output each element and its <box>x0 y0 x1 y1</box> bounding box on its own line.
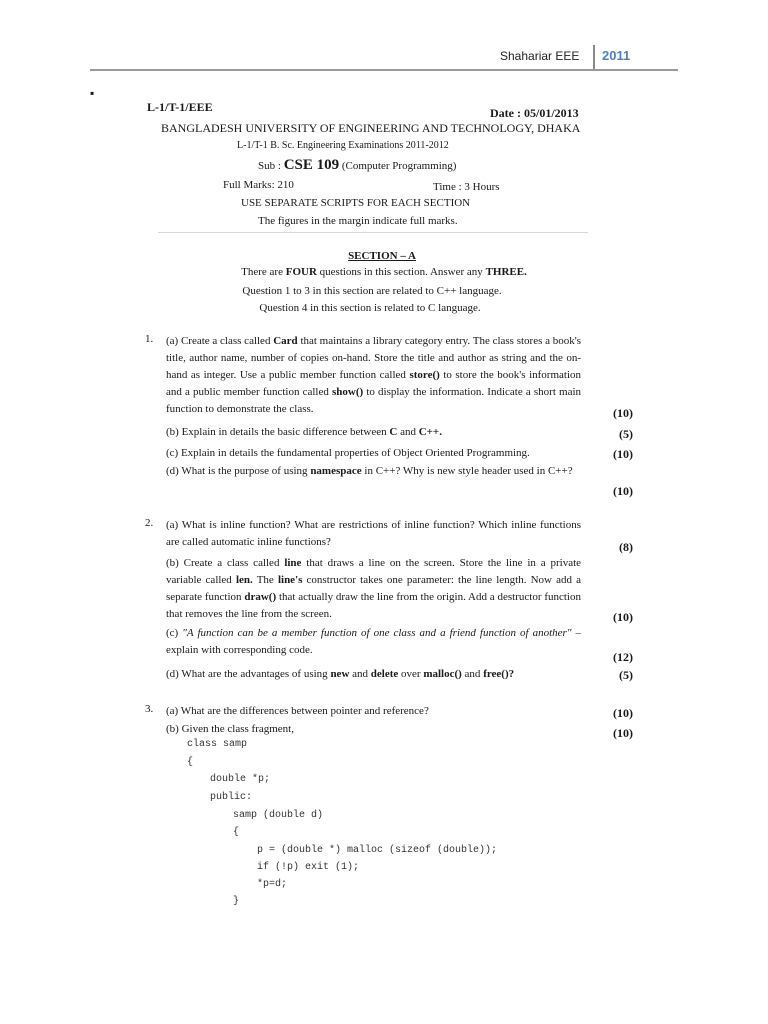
exam-level: L-1/T-1/EEE <box>147 100 213 114</box>
question-1-number: 1. <box>145 333 154 345</box>
heading-divider <box>158 232 588 233</box>
question-3b-marks: (10) <box>613 726 633 740</box>
question-2a: (a) What is inline function? What are restrictions of inline function? Which inline functions are called automatic inline functions? <box>166 519 581 548</box>
code-line: { <box>233 827 240 838</box>
running-header-year: 2011 <box>602 48 631 63</box>
subject-name: (Computer Programming) <box>341 160 457 172</box>
code-line: } <box>233 896 240 907</box>
question-1d-marks: (10) <box>613 484 633 498</box>
question-2d-marks: (5) <box>619 668 633 682</box>
full-marks: Full Marks: 210 <box>223 179 294 191</box>
subject-line <box>258 158 456 173</box>
subject-code: CSE 109 <box>283 157 340 173</box>
code-line: double *p; <box>210 774 271 785</box>
question-1b: (b) Explain in details the basic difference between C and C++. <box>166 426 442 438</box>
section-note-2: Question 4 in this section is related to C language. <box>259 302 481 314</box>
question-3a-marks: (10) <box>613 706 633 720</box>
question-1a-marks: (10) <box>613 406 633 420</box>
section-title: SECTION – A <box>348 250 416 262</box>
question-1a: (a) Create a class called Card that maintains a library category entry. The class stores a book's title, author name, number of copies on-hand. Store the title and author as string and the on-hand as integer. Use a public member function called store() to store the book's information and a public member function called show() to display the information. Indicate a short main function to demonstrate the class. <box>166 335 582 415</box>
scan-speck: ▪ <box>90 86 95 100</box>
code-line: { <box>187 757 194 768</box>
question-3a: (a) What are the differences between pointer and reference? <box>166 705 429 717</box>
question-3b: (b) Given the class fragment, <box>166 723 294 735</box>
question-2c-marks: (12) <box>613 650 633 664</box>
question-2a-marks: (8) <box>619 540 633 554</box>
subject-prefix: Sub : <box>258 160 281 172</box>
header-separator <box>593 45 595 69</box>
exam-time: Time : 3 Hours <box>433 181 500 193</box>
code-line: samp (double d) <box>233 810 324 821</box>
question-2c: (c) "A function can be a member function of one class and a friend function of another" – explain with corresponding code. <box>166 627 582 656</box>
header-rule <box>90 69 678 71</box>
question-3-number: 3. <box>145 703 154 715</box>
code-line: if (!p) exit (1); <box>257 862 360 873</box>
code-line: public: <box>210 792 253 803</box>
code-line: *p=d; <box>257 879 288 890</box>
question-1b-marks: (5) <box>619 427 633 441</box>
university-name: BANGLADESH UNIVERSITY OF ENGINEERING AND TECHNOLOGY, DHAKA <box>161 121 581 135</box>
question-2d: (d) What are the advantages of using new and delete over malloc() and free()? <box>166 668 515 680</box>
question-1c-marks: (10) <box>613 447 633 461</box>
question-2b-marks: (10) <box>613 610 633 624</box>
instruction-line: USE SEPARATE SCRIPTS FOR EACH SECTION <box>241 197 471 209</box>
code-line: p = (double *) malloc (sizeof (double)); <box>257 845 498 856</box>
exam-date: Date : 05/01/2013 <box>490 106 579 120</box>
margin-note: The figures in the margin indicate full marks. <box>258 215 458 227</box>
question-2b: (b) Create a class called line that draws a line on the screen. Store the line in a private variable called len. The line's constructor takes one parameter: the line length. Now add a separate function draw() that actually draw the line from the origin. Add a destructor function that removes the line from the screen. <box>166 557 582 620</box>
question-1c: (c) Explain in details the fundamental properties of Object Oriented Programming. <box>166 447 530 459</box>
running-header-author: Shahariar EEE <box>500 49 580 63</box>
question-1d: (d) What is the purpose of using namespace in C++? Why is new style header used in C++? <box>166 465 573 477</box>
question-2-number: 2. <box>145 517 154 529</box>
section-note-1: Question 1 to 3 in this section are related to C++ language. <box>242 285 502 297</box>
section-instruction: There are FOUR questions in this section. Answer any THREE. <box>241 266 527 278</box>
exam-line: L-1/T-1 B. Sc. Engineering Examinations 2011-2012 <box>237 140 449 151</box>
code-line: class samp <box>187 739 248 750</box>
